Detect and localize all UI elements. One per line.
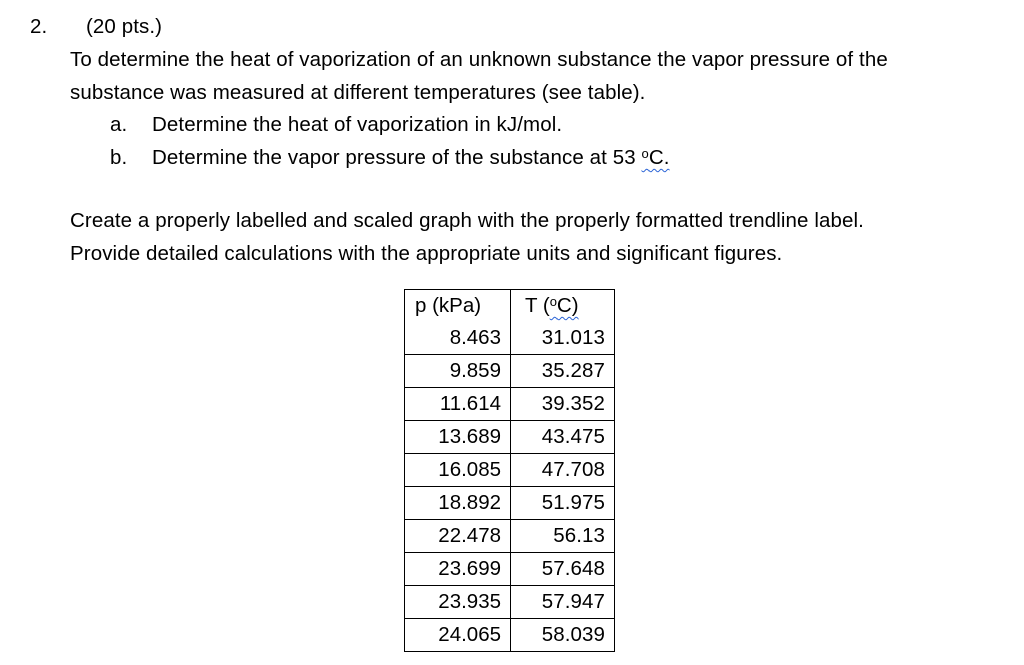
table-row: [405, 487, 615, 520]
pressure-cell: 9.859: [405, 355, 511, 388]
problem-number: 2.: [30, 15, 48, 38]
item-b-temperature-unit: [642, 146, 670, 169]
header-degree-symbol: o: [549, 294, 557, 309]
header-pressure: p (kPa): [405, 290, 511, 323]
vapor-pressure-table: [404, 289, 615, 652]
temperature-cell: 39.352: [511, 388, 615, 421]
pressure-cell: 24.065: [405, 619, 511, 652]
item-b-text: [152, 143, 670, 173]
temperature-cell: 57.947: [511, 586, 615, 619]
pressure-cell: 22.478: [405, 520, 511, 553]
pressure-cell: 18.892: [405, 487, 511, 520]
temperature-cell: 51.975: [511, 487, 615, 520]
degree-symbol: o: [641, 146, 649, 161]
pressure-cell: 8.463: [405, 322, 511, 355]
pressure-cell: 16.085: [405, 454, 511, 487]
temperature-cell: 56.13: [511, 520, 615, 553]
item-a-text: Determine the heat of vaporization in kJ/mol.: [152, 113, 563, 136]
header-temperature-unit: [550, 294, 579, 317]
header-temperature: [511, 290, 615, 323]
table-row: [405, 619, 615, 652]
temperature-cell: 58.039: [511, 619, 615, 652]
pressure-cell: 11.614: [405, 388, 511, 421]
pressure-cell: 23.699: [405, 553, 511, 586]
table-row: [405, 553, 615, 586]
table-row: [405, 355, 615, 388]
celsius-unit: C.: [648, 146, 670, 169]
pressure-cell: 13.689: [405, 421, 511, 454]
table-row: [405, 322, 615, 355]
item-b-text-main: Determine the vapor pressure of the substance at 53: [152, 146, 642, 169]
problem-intro-line-1: To determine the heat of vaporization of an unknown substance the vapor pressure of the: [70, 48, 888, 71]
temperature-cell: 35.287: [511, 355, 615, 388]
instructions-line-1: Create a properly labelled and scaled graph with the properly formatted trendline label.: [70, 209, 864, 232]
instructions-line-2: Provide detailed calculations with the appropriate units and significant figures.: [70, 242, 783, 265]
temperature-cell: 47.708: [511, 454, 615, 487]
item-a-letter: a.: [110, 113, 128, 136]
table-row: [405, 520, 615, 553]
table-header-row: [405, 290, 615, 323]
table-row: [405, 586, 615, 619]
temperature-cell: 31.013: [511, 322, 615, 355]
table-row: [405, 421, 615, 454]
table-row: [405, 388, 615, 421]
pressure-cell: 23.935: [405, 586, 511, 619]
temperature-cell: 43.475: [511, 421, 615, 454]
item-b-letter: b.: [110, 146, 128, 169]
header-temperature-prefix: T (: [525, 294, 550, 317]
header-celsius-unit: C): [556, 294, 579, 317]
problem-intro-line-2: substance was measured at different temperatures (see table).: [70, 81, 646, 104]
problem-points: (20 pts.): [86, 15, 163, 38]
temperature-cell: 57.648: [511, 553, 615, 586]
table-row: [405, 454, 615, 487]
